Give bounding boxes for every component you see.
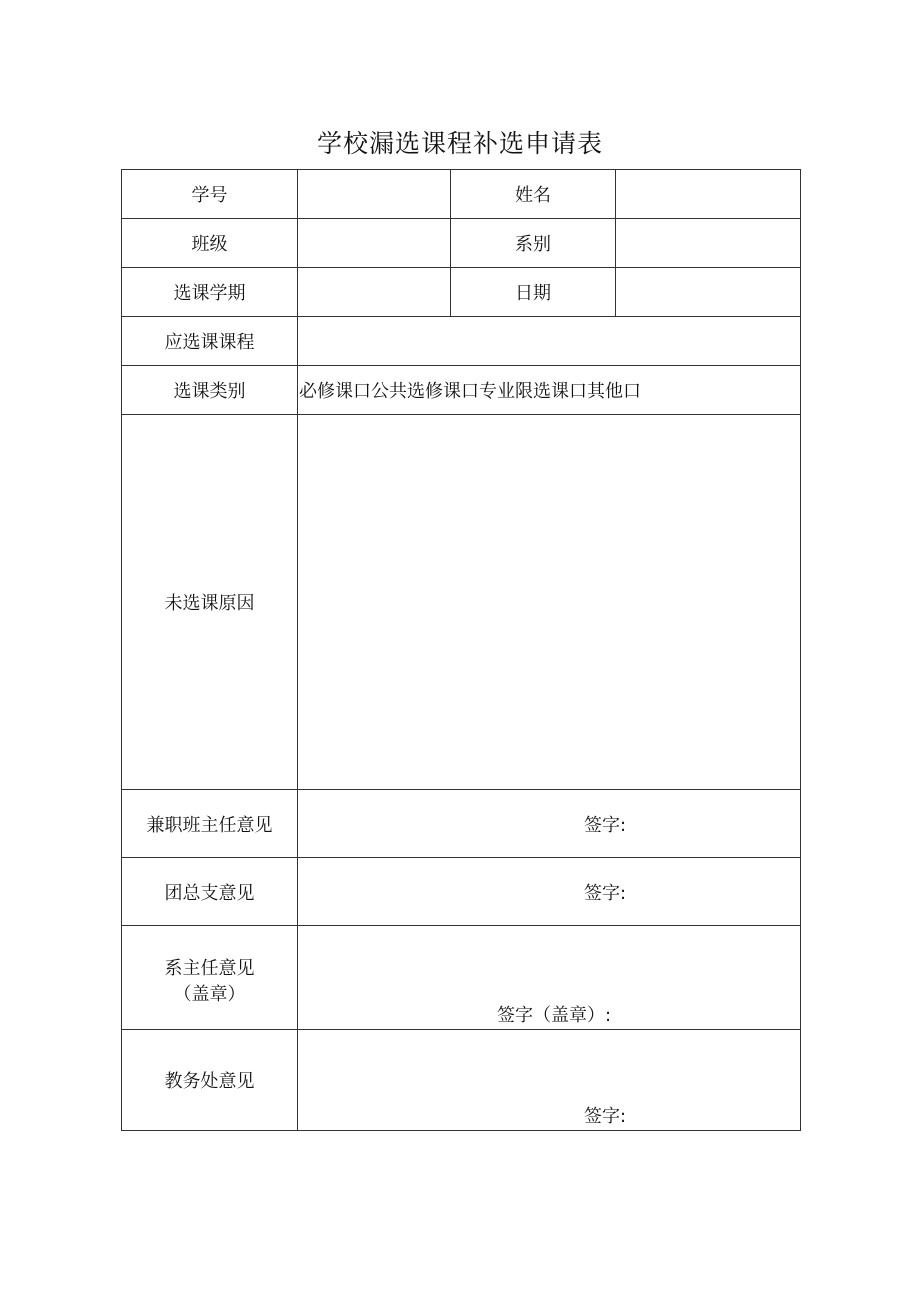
row-class-department <box>122 219 801 268</box>
row-category <box>122 366 801 415</box>
youth-league-sign-label: 签字: <box>584 882 627 904</box>
application-form-table <box>121 169 801 1131</box>
semester-label: 选课学期 <box>122 268 298 317</box>
youth-league-opinion-field[interactable] <box>298 858 801 926</box>
department-label: 系别 <box>451 219 616 268</box>
parttime-head-teacher-opinion-field[interactable] <box>298 790 801 858</box>
department-head-label: 系主任意见 <box>164 957 255 979</box>
parttime-head-teacher-label: 兼职班主任意见 <box>122 790 298 858</box>
form-title: 学校漏选课程补选申请表 <box>316 129 603 158</box>
row-department-head <box>122 926 801 1030</box>
date-label: 日期 <box>451 268 616 317</box>
reason-label: 未选课原因 <box>122 415 298 790</box>
row-reason <box>122 415 801 790</box>
department-head-seal-label: （盖章） <box>173 983 246 1005</box>
department-field[interactable] <box>616 219 801 268</box>
row-academic-affairs <box>122 1030 801 1131</box>
reason-field[interactable] <box>298 415 801 790</box>
row-semester-date <box>122 268 801 317</box>
category-options[interactable]: 必修课口公共选修课口专业限选课口其他口 <box>298 366 801 415</box>
class-label: 班级 <box>122 219 298 268</box>
row-student-id-name <box>122 170 801 219</box>
semester-field[interactable] <box>298 268 451 317</box>
class-field[interactable] <box>298 219 451 268</box>
course-label: 应选课课程 <box>122 317 298 366</box>
student-id-label: 学号 <box>122 170 298 219</box>
department-head-sign-label: 签字（盖章）: <box>497 1005 612 1026</box>
department-head-label-cell <box>122 926 298 1030</box>
row-youth-league <box>122 858 801 926</box>
youth-league-label: 团总支意见 <box>122 858 298 926</box>
course-field[interactable] <box>298 317 801 366</box>
date-field[interactable] <box>616 268 801 317</box>
row-course <box>122 317 801 366</box>
name-label: 姓名 <box>451 170 616 219</box>
category-label: 选课类别 <box>122 366 298 415</box>
row-parttime-head-teacher <box>122 790 801 858</box>
academic-affairs-label: 教务处意见 <box>122 1030 298 1131</box>
student-id-field[interactable] <box>298 170 451 219</box>
department-head-label-wrap <box>122 944 297 1012</box>
parttime-head-teacher-sign-label: 签字: <box>584 814 627 836</box>
academic-affairs-opinion-field[interactable] <box>298 1030 801 1131</box>
name-field[interactable] <box>616 170 801 219</box>
department-head-opinion-field[interactable] <box>298 926 801 1030</box>
academic-affairs-sign-label: 签字: <box>584 1106 627 1127</box>
